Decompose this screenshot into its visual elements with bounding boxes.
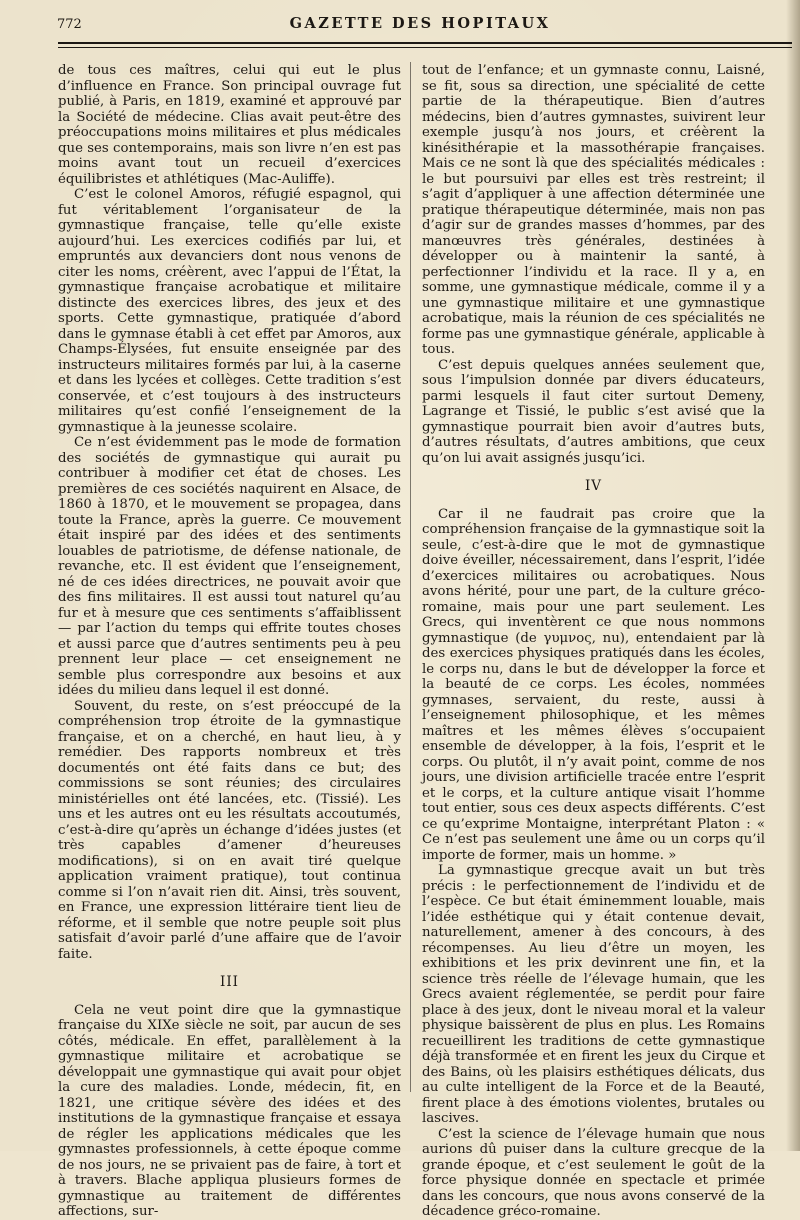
paragraph: C’est le colonel Amoros, réfugié espagnol, qui fut véritablement l’organisateur de la gymnastique française, telle qu’elle existe aujourd’hui. Les exercices codifiés par lui, et empruntés aux devanciers dont nous venons de citer les noms, créèrent, avec l’appui de l’État, la gymnastique française acrobatique et militaire distincte des exercices libres, des jeux et des sports. Cette gymnastique, pratiquée d’abord dans le gymnase établi à cet effet par Amoros, aux Champs-Élysées, fut ensuite enseignée par des instructeurs militaires formés par lui, à la caserne et dans les lycées et collèges. Cette tradition s’est conservée, et c’est toujours à des instructeurs militaires qu’est confié l’enseignement de la gymnastique à la jeunesse scolaire. bbox=[58, 187, 401, 435]
right-column bbox=[422, 63, 765, 1219]
column-divider bbox=[410, 62, 411, 1092]
paragraph: C’est depuis quelques années seulement que, sous l’impulsion donnée par divers éducateurs, parmi lesquels il faut citer surtout Demeny, Lagrange et Tissié, le public s’est avisé que la gymnastique pourrait bien avoir d’autres buts, d’autres résultats, d’autres ambitions, que ceux qu’on lui avait assignés jusqu’ici. bbox=[422, 357, 765, 466]
left-column bbox=[58, 63, 401, 1219]
running-title: GAZETTE DES HOPITAUX bbox=[289, 15, 551, 32]
paragraph: Ce n’est évidemment pas le mode de formation des sociétés de gymnastique qui aurait pu contribuer à modifier cet état de choses. Les premières de ces sociétés naquirent en Alsace, de 1860 à 1870, et le mouvement se propagea, dans toute la France, après la guerre. Ce mouvement était inspiré par des idées et des sentiments louables de patriotisme, de défense nationale, de revanche, etc. Il est évident que l’enseignement, né de ces idées directrices, ne pouvait avoir que des fins militaires. Il est aussi tout naturel qu’au fur et à mesure que ces sentiments s’affaiblissent — par l’action du temps qui effrite toutes choses et aussi parce que d’autres sentiments peu à peu prennent leur place — cet enseignement ne semble plus correspondre aux besoins et aux idées du milieu dans lequel il est donné. bbox=[58, 435, 401, 698]
paragraph: C’est la science de l’élevage humain que nous aurions dû puiser dans la culture grecque de la grande époque, et c’est seulement le goût de la force physique donnée en spectacle et primée dans les concours, que nous avons conservé de la décadence gréco-romaine. bbox=[422, 1126, 765, 1219]
paragraph: La gymnastique grecque avait un but très précis : le perfectionnement de l’individu et de l’espèce. Ce but était éminemment louable, mais l’idée esthétique qui y était contenue devait, naturellement, amener à des concours, à des récompenses. Au lieu d’être un moyen, les exhibitions et les prix devinrent une fin, et la science très réelle de l’élevage humain, que les Grecs avaient réglementée, se perdit pour faire place à des jeux, dont le niveau moral et la valeur physique baissèrent de plus en plus. Les Romains recueillirent les traditions de cette gymnastique déjà transformée et en firent les jeux du Cirque et des Bains, où les plaisirs esthétiques délicats, dus au culte intelligent de la Force et de la Beauté, firent place à des émotions violentes, brutales ou lascives. bbox=[422, 863, 765, 1126]
page-number: 772 bbox=[57, 17, 82, 32]
paragraph: de tous ces maîtres, celui qui eut le plus d’influence en France. Son principal ouvrage fut publié, à Paris, en 1819, examiné et approuvé par la Société de médecine. Clias avait peut-être des préoccupations moins militaires et plus médicales que ses contemporains, mais son livre n’en est pas moins avant tout un recueil d’exercices équilibristes et athlétiques (Mac-Auliffe). bbox=[58, 63, 401, 187]
paragraph: Cela ne veut point dire que la gymnastique française du XIXe siècle ne soit, par aucun de ses côtés, médicale. En effet, parallèlement à la gymnastique militaire et acrobatique se développait une gymnastique qui avait pour objet la cure des maladies. Londe, médecin, fit, en 1821, une critique sévère des idées et des institutions de la gymnastique française et essaya de régler les applications médicales que les gymnastes professionnels, à cette époque comme de nos jours, ne se privaient pas de faire, à tort et à travers. Blache appliqua plusieurs formes de gymnastique au traitement de différentes affections, sur- bbox=[58, 1002, 401, 1219]
header-rule-thin bbox=[58, 47, 792, 48]
paragraph: tout de l’enfance; et un gymnaste connu, Laisné, se fit, sous sa direction, une spécialité de cette partie de la thérapeutique. Bien d’autres médecins, bien d’autres gymnastes, suivirent leur exemple jusqu’à nos jours, et créèrent la kinésithérapie et la massothérapie françaises. Mais ce ne sont là que des spécialités médicales : le but poursuivi par elles est très restreint; il s’agit d’appliquer à une affection déterminée une pratique thérapeutique déterminée, mais non pas d’agir sur de grandes masses d’hommes, par des manœuvres très générales, destinées à développer ou à maintenir la santé, à perfectionner l’individu et la race. Il y a, en somme, une gymnastique médicale, comme il y a une gymnastique militaire et une gymnastique acrobatique, mais la réunion de ces spécialités ne forme pas une gymnastique générale, applicable à tous. bbox=[422, 63, 765, 357]
section-heading-iii: III bbox=[220, 974, 239, 990]
paragraph: Souvent, du reste, on s’est préoccupé de la compréhension trop étroite de la gymnastique française, et on a cherché, en haut lieu, à y remédier. Des rapports nombreux et très documentés ont été faits dans ce but; des commissions se sont réunies; des circulaires ministérielles ont été lancées, etc. (Tissié). Les uns et les autres ont eu les résultats accoutumés, c’est-à-dire qu’après un échange d’idées justes (et très capables d’amener d’heureuses modifications), si on en avait tiré quelque application vraiment pratique), tout continua comme si l’on n’avait rien dit. Ainsi, très souvent, en France, une expression littéraire tient lieu de réforme, et il semble que notre peuple soit plus satisfait d’avoir parlé d’une affaire que de l’avoir faite. bbox=[58, 698, 401, 962]
page-edge-shadow bbox=[786, 0, 800, 1151]
header-rule-thick bbox=[58, 42, 792, 44]
section-heading-iv: IV bbox=[584, 478, 603, 494]
paragraph: Car il ne faudrait pas croire que la compréhension française de la gymnastique soit la seule, c’est-à-dire que le mot de gymnastique doive éveiller, nécessairement, dans l’esprit, l’idée d’exercices militaires ou acrobatiques. Nous avons hérité, pour une part, de la culture gréco-romaine, mais pour une part seulement. Les Grecs, qui inventèrent ce que nous nommons gymnastique (de γυμνος, nu), entendaient par là des exercices physiques pratiqués dans les écoles, le corps nu, dans le but de développer la force et la beauté de ce corps. Les écoles, nommées gymnases, servaient, du reste, aussi à l’enseignement philosophique, et les mêmes maîtres et les mêmes élèves s’occupaient ensemble de développer, à la fois, l’esprit et le corps. Ou plutôt, il n’y avait point, comme de nos jours, une division artificielle tracée entre l’esprit et le corps, et la culture antique visait l’homme tout entier, sous ces deux aspects différents. C’est ce qu’exprime Montaigne, interprétant Platon : « Ce n’est pas seulement une âme ou un corps qu’il importe de former, mais un homme. » bbox=[422, 506, 765, 863]
